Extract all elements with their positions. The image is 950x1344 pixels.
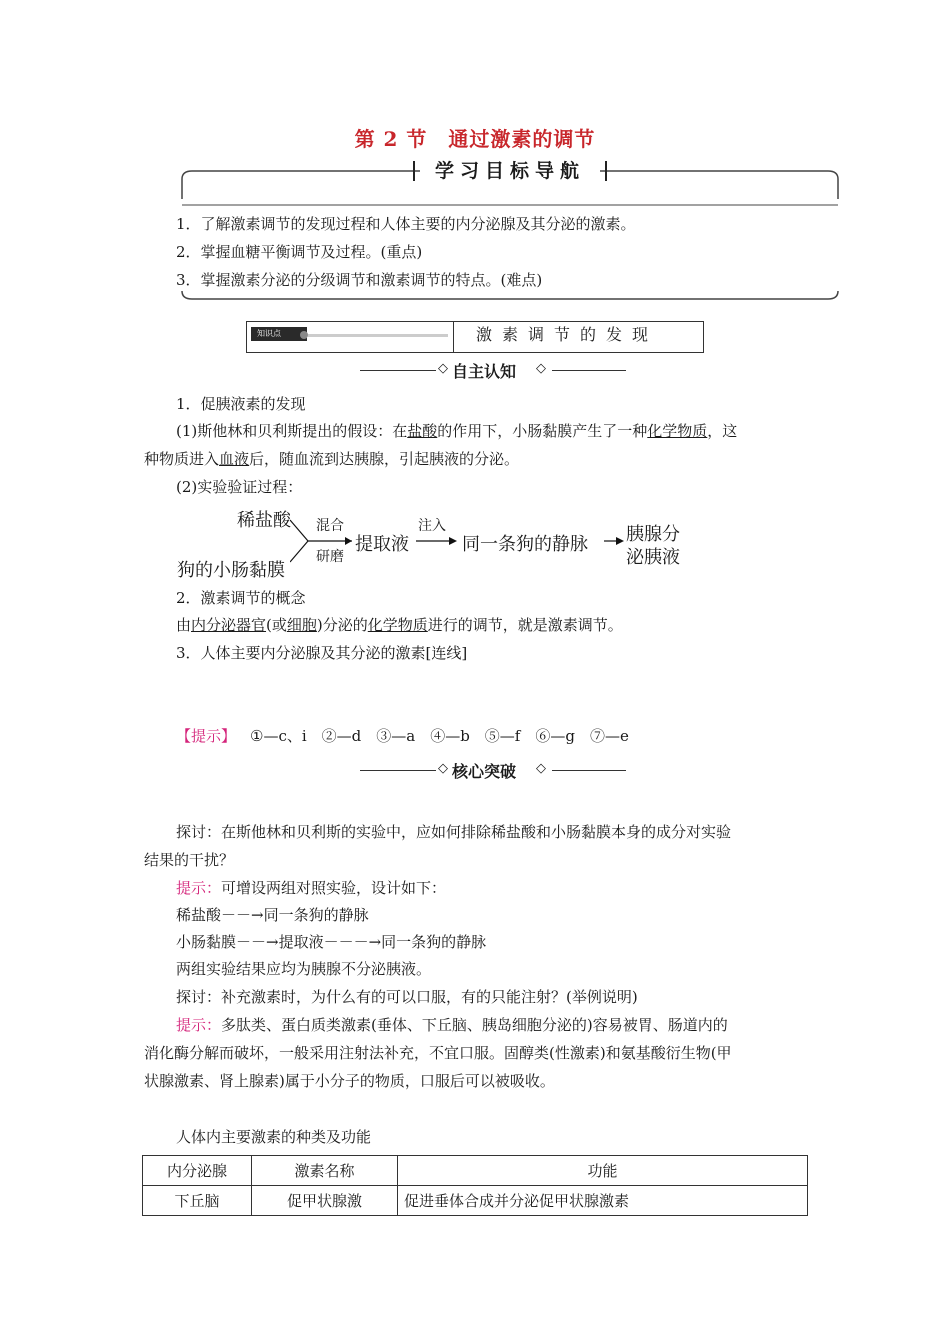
- knowledge-point-bar: [300, 330, 450, 340]
- text-span: 后，随血流到达胰腺，引起胰液的分泌。: [249, 450, 520, 468]
- answer2-line2: 消化酶分解而破坏，一般采用注射法补充，不宜口服。固醇类(性激素)和氨基酸衍生物(甲: [144, 1044, 732, 1062]
- text-span: 进行的调节，就是激素调节。: [427, 616, 623, 634]
- text-span: ，这: [707, 422, 738, 440]
- flow-result-line2: 泌胰液: [626, 547, 680, 568]
- objectives-banner: 学习目标导航: [420, 156, 600, 183]
- table-caption: 人体内主要激素的种类及功能: [176, 1128, 372, 1146]
- flow-op-grind: 研磨: [316, 549, 344, 565]
- blank-answer: 盐酸: [407, 422, 438, 440]
- knowledge-point-title: 激素调节的发现: [476, 325, 659, 344]
- flow-input-mucosa: 狗的小肠黏膜: [177, 560, 285, 581]
- answer1-row1: 稀盐酸－－→同一条狗的静脉: [176, 906, 369, 924]
- flow-product-extract: 提取液: [355, 534, 409, 555]
- hint-label: 【提示】: [176, 727, 237, 745]
- answer2-line1: [176, 1014, 728, 1036]
- hint-answers: ①—c、i ②—d ③—a ④—b ⑤—f ⑥—g ⑦—e: [250, 727, 629, 745]
- text-span: (1)斯他林和贝利斯提出的假设：在: [176, 422, 408, 440]
- question1-line2: 结果的干扰？: [144, 851, 235, 869]
- answer1-intro: [176, 877, 446, 899]
- knowledge-point-tag: 知识点: [251, 327, 307, 341]
- hypothesis-line1: [176, 420, 816, 442]
- section-rule-right: [552, 770, 626, 771]
- table-cell: 下丘脑: [143, 1186, 252, 1216]
- item1-title: 1．促胰液素的发现: [176, 395, 306, 413]
- section-heading-self: 自主认知: [452, 362, 517, 381]
- flow-target-vein: 同一条狗的静脉: [462, 534, 588, 555]
- hypothesis-line2: [144, 448, 519, 470]
- answer1-result: 两组实验结果应均为胰腺不分泌胰液。: [176, 960, 432, 978]
- text-span: 由: [176, 616, 192, 634]
- objective-2: 2．掌握血糖平衡调节及过程。(重点): [176, 243, 423, 261]
- section-rule-left: [360, 770, 436, 771]
- section-rule-left: [360, 370, 436, 371]
- blank-answer: 细胞: [286, 616, 317, 634]
- blank-answer: 内分泌器官: [191, 616, 267, 634]
- text-span: (或: [266, 616, 287, 634]
- page-title: 第 2 节 通过激素的调节: [354, 127, 596, 151]
- knowledge-point-divider: [453, 321, 454, 353]
- blank-answer: 血液: [219, 450, 250, 468]
- hint-label: 提示：: [176, 879, 222, 897]
- text-span: 种物质进入: [144, 450, 220, 468]
- blank-answer: 化学物质: [367, 616, 428, 634]
- flow-input-hcl: 稀盐酸: [237, 510, 291, 531]
- diamond-icon: ◇: [536, 761, 546, 776]
- item2-title: 2．激素调节的概念: [176, 589, 306, 607]
- item3-title: 3．人体主要内分泌腺及其分泌的激素[连线]: [176, 644, 468, 662]
- objective-3: 3．掌握激素分泌的分级调节和激素调节的特点。(难点): [176, 271, 543, 289]
- blank-answer: 化学物质: [647, 422, 708, 440]
- hormone-table: [142, 1155, 808, 1216]
- table-header: 激素名称: [252, 1156, 398, 1186]
- hint-label: 提示：: [176, 1016, 222, 1034]
- table-row: [143, 1186, 808, 1216]
- concept-line: [176, 614, 623, 636]
- table-header: 功能: [398, 1156, 808, 1186]
- table-cell: 促甲状腺激: [252, 1186, 398, 1216]
- diamond-icon: ◇: [536, 361, 546, 376]
- experiment-title: (2)实验验证过程：: [176, 478, 303, 496]
- answer2-line3: 状腺激素、肾上腺素)属于小分子的物质，口服后可以被吸收。: [144, 1072, 555, 1090]
- table-header: 内分泌腺: [143, 1156, 252, 1186]
- hint-answers-line: [176, 725, 629, 747]
- question1-line1: 探讨：在斯他林和贝利斯的实验中，应如何排除稀盐酸和小肠黏膜本身的成分对实验: [176, 823, 732, 841]
- flow-result-line1: 胰腺分: [626, 524, 680, 545]
- question2: 探讨：补充激素时，为什么有的可以口服，有的只能注射？(举例说明): [176, 988, 638, 1006]
- text-span: 多肽类、蛋白质类激素(垂体、下丘脑、胰岛细胞分泌的)容易被胃、肠道内的: [221, 1016, 728, 1034]
- text-span: )分泌的: [316, 616, 368, 634]
- section-rule-right: [552, 370, 626, 371]
- section-heading-core: 核心突破: [452, 762, 517, 781]
- objective-1: 1．了解激素调节的发现过程和人体主要的内分泌腺及其分泌的激素。: [176, 215, 636, 233]
- flow-op-inject: 注入: [418, 518, 446, 534]
- flow-op-mix: 混合: [316, 518, 344, 534]
- table-header-row: [143, 1156, 808, 1186]
- table-cell: 促进垂体合成并分泌促甲状腺激素: [398, 1186, 808, 1216]
- answer1-row2: 小肠黏膜－－→提取液－－－→同一条狗的静脉: [176, 933, 487, 951]
- text-span: 可增设两组对照实验，设计如下：: [221, 879, 447, 897]
- diamond-icon: ◇: [438, 361, 448, 376]
- text-span: 的作用下，小肠黏膜产生了一种: [437, 422, 648, 440]
- diamond-icon: ◇: [438, 761, 448, 776]
